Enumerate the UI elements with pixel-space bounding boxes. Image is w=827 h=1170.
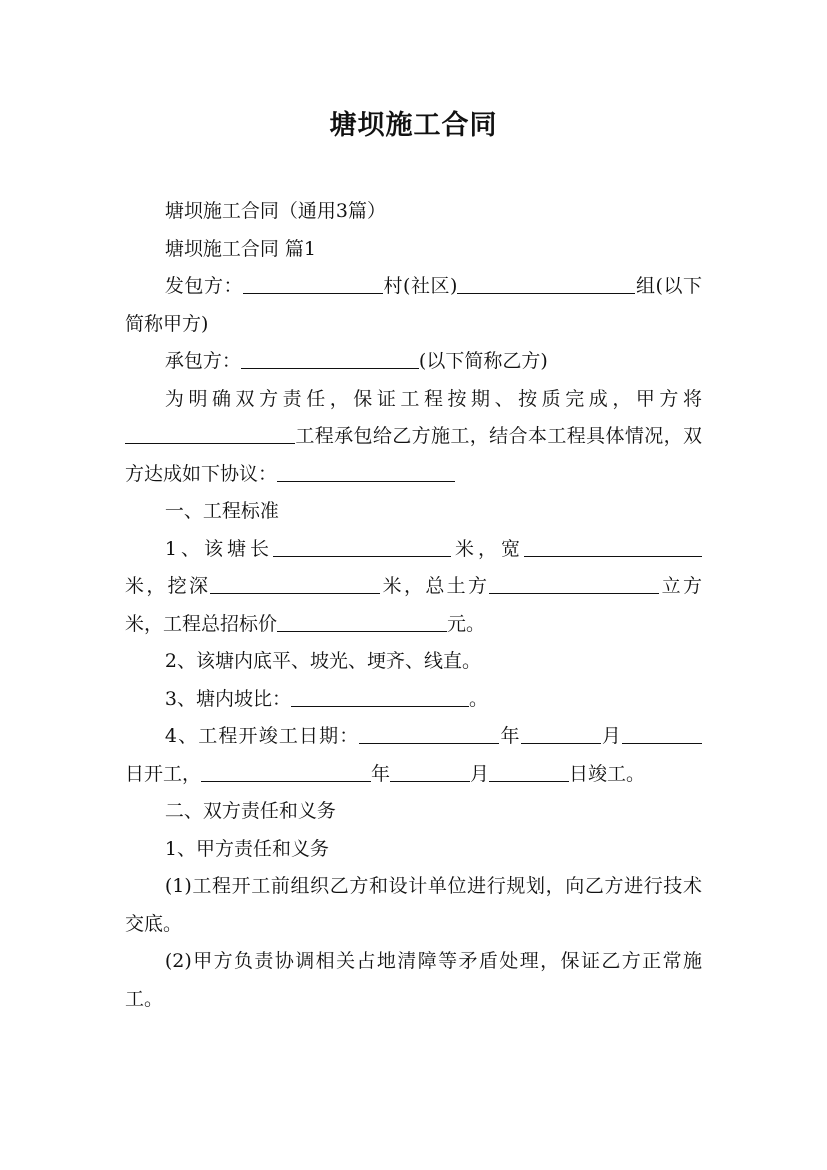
employer-label: 发包方： xyxy=(164,275,243,297)
paragraph-employer xyxy=(125,268,702,343)
paragraph-subtitle: 塘坝施工合同（通用3篇） xyxy=(164,200,386,222)
blank-field xyxy=(201,759,371,782)
blank-field xyxy=(273,534,451,557)
group-label: 组(以下简称甲方) xyxy=(125,275,702,335)
blank-field xyxy=(457,271,635,294)
depth-label: 米，挖深 xyxy=(125,575,211,597)
blank-field xyxy=(243,271,383,294)
blank-field xyxy=(277,609,447,632)
slope-end: 。 xyxy=(468,687,488,710)
paragraph-heading-duties: 二、双方责任和义务 xyxy=(164,800,336,822)
earthwork-label: 米，总土方 xyxy=(380,575,490,597)
yuan-label: 元。 xyxy=(447,612,486,635)
contractor-note: (以下简称乙方) xyxy=(418,350,548,372)
paragraph-purpose xyxy=(125,381,702,494)
length-label: 1、该塘长 xyxy=(164,537,273,560)
paragraph-heading-standards: 一、工程标准 xyxy=(164,500,279,522)
blank-field xyxy=(125,421,295,444)
paragraph-heading-employer-duties: 1、甲方责任和义务 xyxy=(164,837,329,860)
paragraph-duty-2: (2)甲方负责协调相关占地清障等矛盾处理，保证乙方正常施工。 xyxy=(125,950,702,1010)
document-title: 塘坝施工合同 xyxy=(329,110,498,141)
blank-field xyxy=(489,571,659,594)
start-day-label: 日开工， xyxy=(125,762,202,785)
blank-field xyxy=(210,571,380,594)
blank-field xyxy=(359,721,499,744)
price-label: 立方米，工程总招标价 xyxy=(125,575,702,635)
purpose-text-b: 工程承包给乙方施工，结合本工程具体情况，双方达成如下协议： xyxy=(125,425,702,485)
paragraph-contractor xyxy=(125,343,702,381)
width-label: 米，宽 xyxy=(450,537,524,560)
blank-field xyxy=(524,534,702,557)
blank-field xyxy=(521,721,601,744)
village-label: 村(社区) xyxy=(383,275,458,297)
paragraph-duty-1: (1)工程开工前组织乙方和设计单位进行规划，向乙方进行技术交底。 xyxy=(125,875,702,935)
blank-field xyxy=(291,684,469,707)
start-month-label: 月 xyxy=(600,725,622,747)
end-month-label: 月 xyxy=(470,762,490,785)
paragraph-dates xyxy=(125,718,702,793)
paragraph-slope xyxy=(125,681,702,719)
slope-label: 3、塘内坡比： xyxy=(164,687,291,710)
contractor-label: 承包方： xyxy=(164,350,241,372)
dates-label: 4、工程开竣工日期： xyxy=(164,725,360,747)
end-day-label: 日竣工。 xyxy=(569,762,646,785)
paragraph-dimensions xyxy=(125,531,702,644)
start-year-label: 年 xyxy=(499,725,521,747)
blank-field xyxy=(390,759,470,782)
paragraph-section-heading: 塘坝施工合同 篇1 xyxy=(164,237,317,260)
document-body xyxy=(125,193,702,1018)
blank-field xyxy=(277,459,455,482)
blank-field xyxy=(241,346,419,369)
end-year-label: 年 xyxy=(371,762,391,785)
blank-field xyxy=(622,721,702,744)
blank-field xyxy=(489,759,569,782)
paragraph-quality: 2、该塘内底平、坡光、埂齐、线直。 xyxy=(164,650,481,672)
purpose-text-a: 为明确双方责任，保证工程按期、按质完成，甲方将 xyxy=(164,387,702,410)
